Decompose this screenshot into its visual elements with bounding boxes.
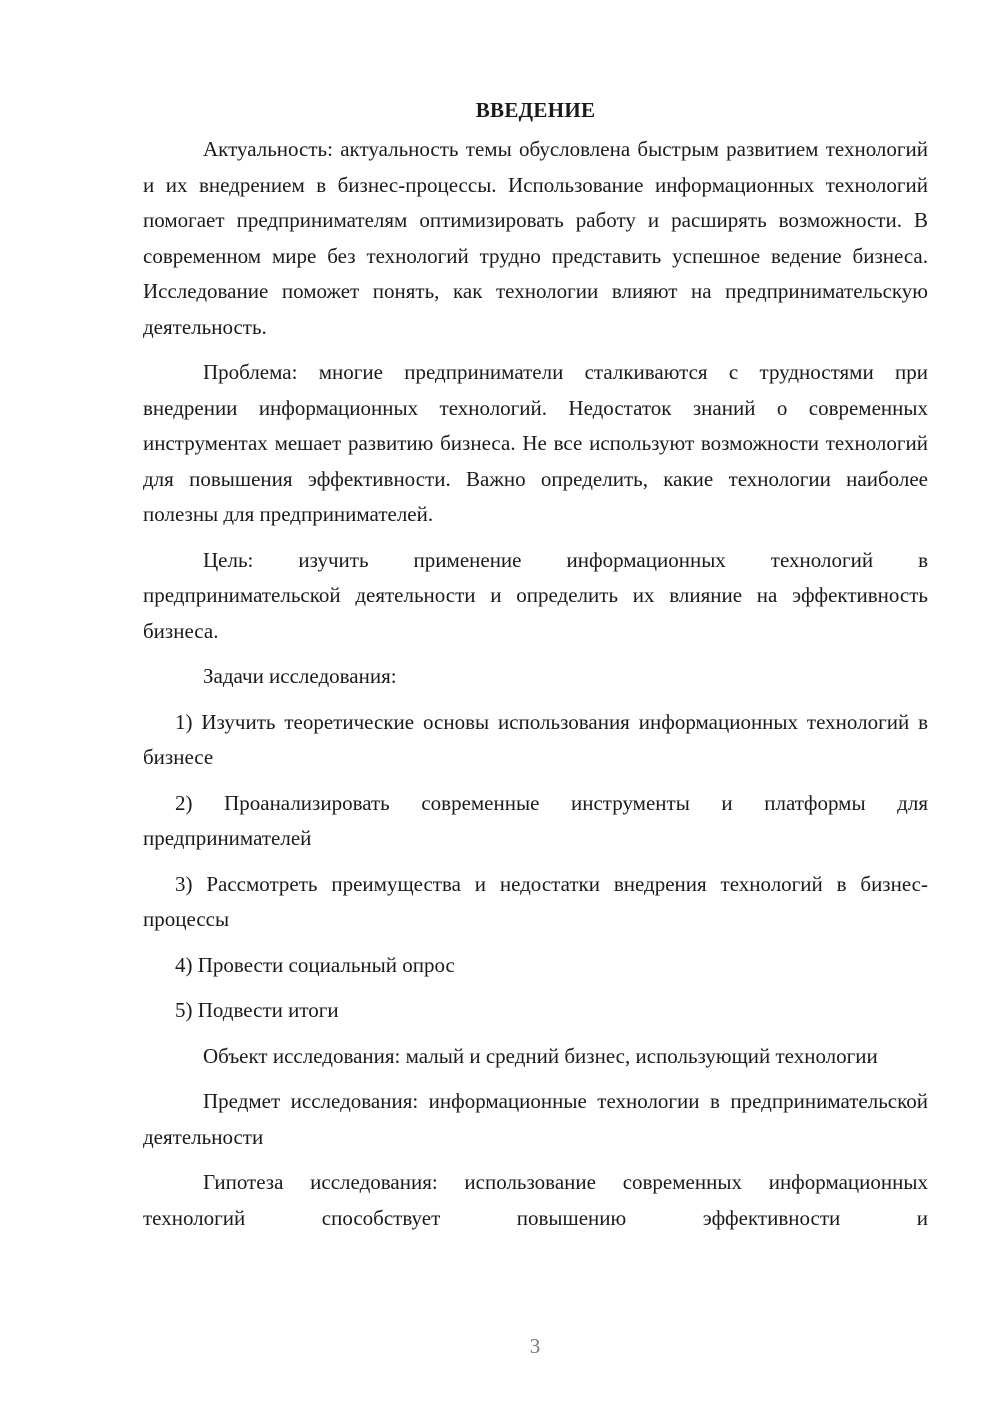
tasks-heading: Задачи исследования: — [203, 664, 397, 688]
goal-paragraph: Цель: изучить применение информационных технологий в предпринимательской деятельности и определить их влияние на эффективность бизнеса. — [143, 547, 928, 643]
hypothesis-paragraph: Гипотеза исследования: использование современных информационных технологий способствует повышению эффективности и — [143, 1170, 928, 1230]
section-title: ВВЕДЕНИЕ — [475, 98, 596, 122]
task-item-3: 3) Рассмотреть преимущества и недостатки внедрения технологий в бизнес-процессы — [143, 871, 928, 931]
task-item-5: 5) Подвести итоги — [175, 998, 339, 1022]
subject-paragraph: Предмет исследования: информационные технологии в предпринимательской деятельности — [143, 1089, 928, 1149]
page-number: 3 — [529, 1334, 541, 1358]
object-paragraph: Объект исследования: малый и средний бизнес, использующий технологии — [203, 1043, 878, 1068]
problem-paragraph: Проблема: многие предприниматели сталкиваются с трудностями при внедрении информационных технологий. Недостаток знаний о современных инструментах мешает развитию бизнеса. Не все используют возможности технологий для повышения эффективности. Важно определить, какие технологии наиболее полезны для предпринимателей. — [143, 360, 928, 526]
task-item-2: 2) Проанализировать современные инструменты и платформы для предпринимателей — [143, 790, 928, 850]
task-item-1: 1) Изучить теоретические основы использования информационных технологий в бизнесе — [143, 709, 928, 769]
task-item-4: 4) Провести социальный опрос — [175, 952, 455, 977]
relevance-paragraph: Актуальность: актуальность темы обусловлена быстрым развитием технологий и их внедрением в бизнес-процессы. Использование информационных технологий помогает предпринимателям оптимизировать работу и расширять возможности. В современном мире без технологий трудно представить успешное ведение бизнеса. Исследование поможет понять, как технологии влияют на предпринимательскую деятельность. — [143, 137, 928, 339]
document-page — [143, 92, 928, 1246]
